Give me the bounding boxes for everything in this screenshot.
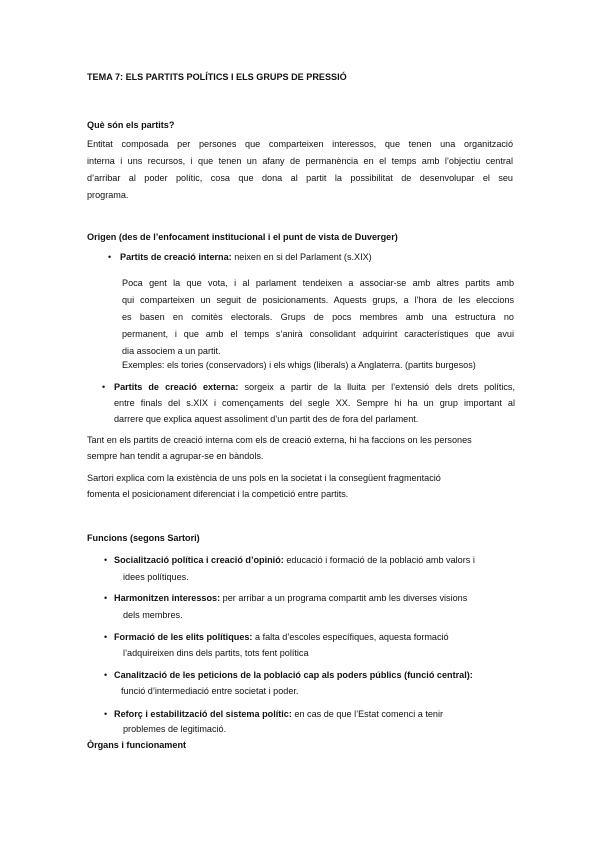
paragraph-line: fomenta el posicionament diferenciat i la competició entre partits. bbox=[87, 489, 349, 499]
list-item-term: Harmonitzen interessos: bbox=[114, 593, 221, 603]
list-item-description: per arribar a un programa compartit amb les diverses visions bbox=[220, 593, 468, 603]
paragraph-line: es basen en comitès electorals. Grups de pocs membres amb una estructura no bbox=[122, 312, 514, 322]
list-item-function bbox=[114, 629, 449, 646]
list-item-term: Formació de les elits polítiques: bbox=[114, 632, 253, 642]
example-line: Exemples: els tories (conservadors) i els whigs (liberals) a Anglaterra. (partits burgesos) bbox=[122, 360, 476, 370]
paragraph-line: dia associem a un partit. bbox=[122, 346, 221, 356]
list-item-continuation: idees polítiques. bbox=[123, 572, 189, 582]
list-item-description: neixen en si del Parlament (s.XIX) bbox=[231, 252, 372, 262]
document-title: TEMA 7: ELS PARTITS POLÍTICS I ELS GRUPS DE PRESSIÓ bbox=[87, 72, 347, 82]
paragraph-line: Tant en els partits de creació interna com els de creació externa, hi ha faccions on les persones bbox=[87, 435, 472, 445]
list-item-internal-parties bbox=[120, 249, 372, 266]
paragraph-line: programa. bbox=[87, 190, 129, 200]
list-item-continuation: dels membres. bbox=[123, 610, 183, 620]
list-item-line: darrere que explica aquest assoliment d’un partit des de fora del parlament. bbox=[114, 414, 419, 424]
bullet-icon: • bbox=[108, 252, 112, 262]
list-item-description: a falta d’escoles específiques, aquesta formació bbox=[252, 632, 449, 642]
bullet-icon: • bbox=[104, 709, 108, 719]
list-item-term: Reforç i estabilització del sistema polític: bbox=[114, 709, 292, 719]
bullet-icon: • bbox=[104, 593, 108, 603]
list-item-term: Canalització de les peticions de la població cap als poders públics (funció central): bbox=[114, 670, 473, 680]
list-item-continuation: l’adquireixen dins dels partits, tots fent política bbox=[123, 648, 309, 658]
bullet-icon: • bbox=[104, 632, 108, 642]
list-item-description: sorgeix a partir de la lluita per l’extensió dels drets polítics, bbox=[238, 382, 516, 392]
list-item-term: Partits de creació interna: bbox=[120, 252, 232, 262]
list-item-function bbox=[114, 590, 467, 607]
list-item-function bbox=[114, 552, 475, 569]
bullet-icon: • bbox=[104, 555, 108, 565]
list-item-description: educació i formació de la població amb valors i bbox=[283, 555, 475, 565]
list-item-term: Partits de creació externa: bbox=[114, 382, 239, 392]
paragraph-line: Poca gent la que vota, i al parlament tendeixen a associar-se amb altres partits amb bbox=[122, 278, 514, 288]
section-heading-organs: Òrgans i funcionament bbox=[87, 740, 187, 750]
paragraph-line: permanent, i que amb el temps s’anirà consolidant adquirint característiques que avui bbox=[122, 329, 514, 339]
bullet-icon: • bbox=[104, 670, 108, 680]
list-item-continuation: problemes de legitimació. bbox=[123, 724, 227, 734]
section-heading-functions: Funcions (segons Sartori) bbox=[87, 533, 200, 543]
paragraph-line: Entitat composada per persones que comparteixen interessos, que tenen una organització bbox=[87, 139, 513, 149]
list-item-line: entre finals del s.XIX i començaments del segle XX. Sempre hi ha un grup important al bbox=[114, 398, 515, 408]
section-heading-what-are-parties: Què són els partits? bbox=[87, 120, 175, 130]
paragraph-line: qui comparteixen un seguit de posicionaments. Aquests grups, a l’hora de les eleccions bbox=[122, 295, 514, 305]
paragraph-line: interna i uns recursos, i que tenen un afany de permanència en el temps amb l’objectiu central bbox=[87, 156, 513, 166]
bullet-icon: • bbox=[102, 382, 106, 392]
list-item-term: Socialització política i creació d’opinió: bbox=[114, 555, 284, 565]
list-item-external-parties bbox=[114, 379, 515, 396]
list-item-continuation: funció d’intermediació entre societat i poder. bbox=[121, 686, 299, 696]
paragraph-line: sempre han tendit a agrupar-se en bàndols. bbox=[87, 451, 264, 461]
paragraph-line: d’arribar al poder polític, cosa que dona al partit la possibilitat de desenvolupar el seu bbox=[87, 173, 513, 183]
paragraph-line: Sartori explica com la existència de uns pols en la societat i la consegüent fragmentació bbox=[87, 473, 441, 483]
list-item-description: en cas de que l’Estat comenci a tenir bbox=[291, 709, 444, 719]
section-heading-origin: Origen (des de l’enfocament institucional i el punt de vista de Duverger) bbox=[87, 232, 398, 242]
list-item-function bbox=[114, 667, 473, 684]
